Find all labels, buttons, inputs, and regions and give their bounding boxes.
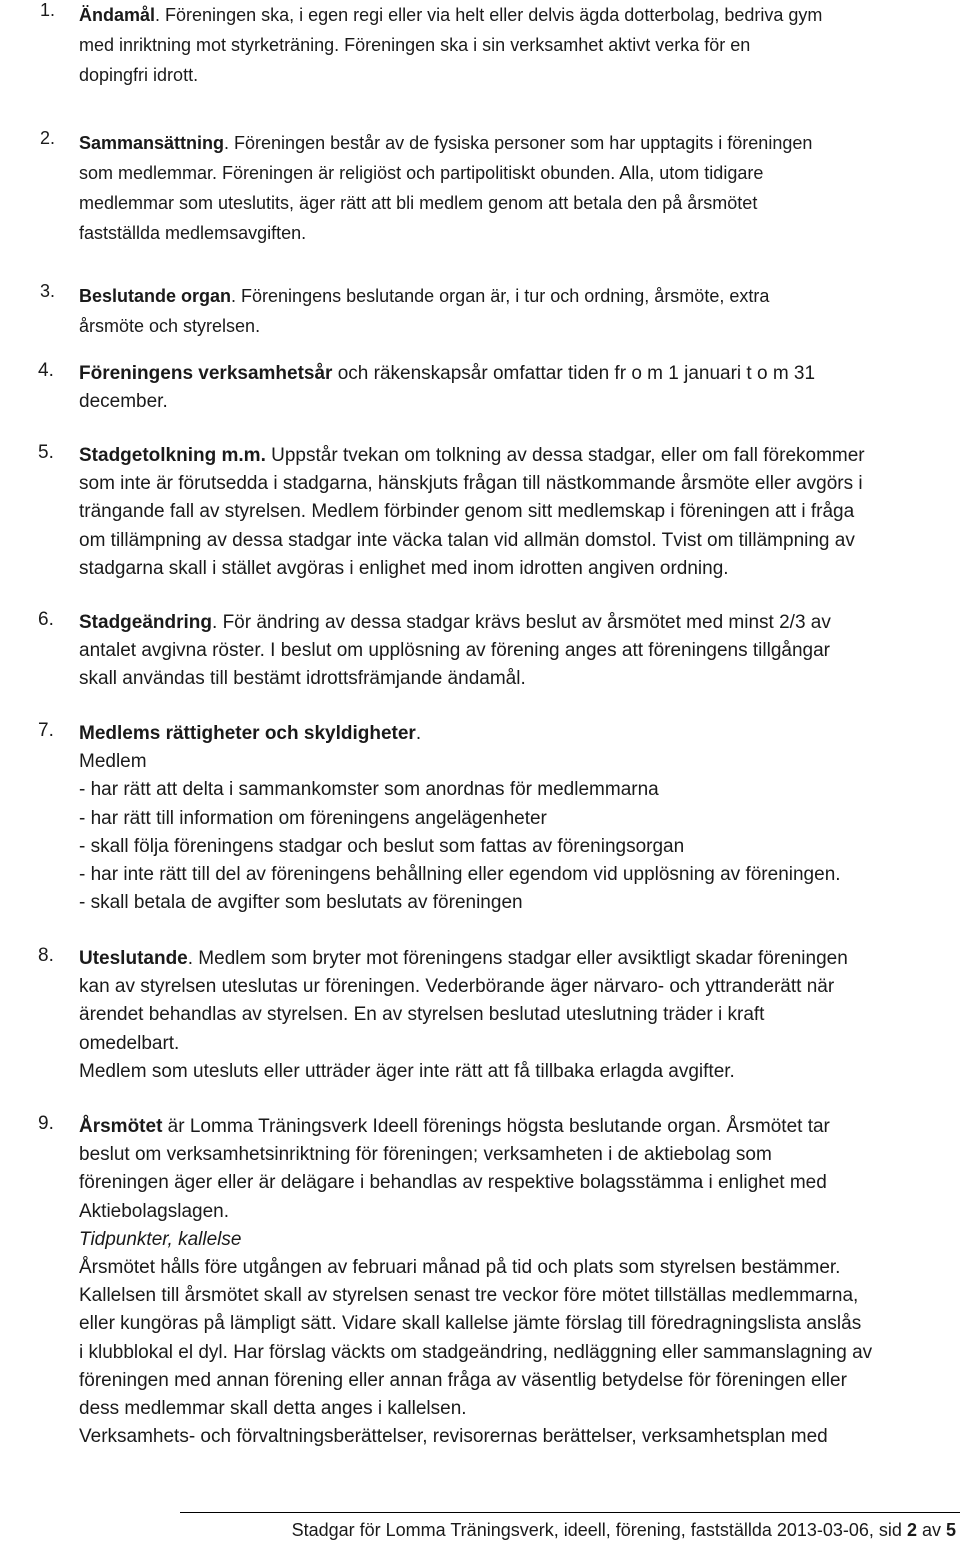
section-number: 3. — [40, 281, 56, 301]
subheading: Tidpunkter, kallelse — [79, 1228, 242, 1250]
list-item: - har inte rätt till del av föreningens behållning eller egendom vid upplösning av föreningen. — [79, 863, 841, 885]
section-line: Beslutande organ. Föreningens beslutande organ är, i tur och ordning, årsmöte, extra — [79, 286, 770, 306]
section-line: Uteslutande. Medlem som bryter mot föreningens stadgar eller avsiktligt skadar föreningen — [79, 948, 848, 969]
section-line: skall användas till bestämt idrottsfrämjande ändamål. — [79, 668, 526, 690]
section-line: som medlemmar. Föreningen är religiöst och partipolitiskt obunden. Alla, utom tidigare — [79, 163, 764, 183]
section-body — [79, 1113, 954, 1451]
footer-text: Stadgar för Lomma Träningsverk, ideell, förening, fastställda 2013-03-06, sid — [291, 1520, 907, 1540]
section-line: trängande fall av styrelsen. Medlem förbinder genom sitt medlemskap i föreningen att i fråga — [79, 501, 855, 523]
section-number: 2. — [40, 128, 56, 148]
section-line: Medlem — [79, 751, 147, 773]
section-heading: Uteslutande — [79, 948, 188, 969]
section-line: dopingfri idrott. — [79, 65, 199, 85]
section-heading: Stadgeändring — [79, 612, 213, 633]
section-number: 7. — [38, 720, 54, 741]
section-line: eller kungöras på lämpligt sätt. Vidare skall kallelse jämte förslag till föredragningslista anslås — [79, 1313, 862, 1335]
section-line: Kallelsen till årsmötet skall av styrelsen senast tre veckor före mötet tillställas medlemmarna, — [79, 1285, 859, 1307]
section-body — [79, 442, 954, 583]
footer-divider — [180, 1512, 960, 1513]
section-line: Aktiebolagslagen. — [79, 1200, 229, 1222]
section-line: fastställda medlemsavgiften. — [79, 223, 307, 243]
section-line: årsmöte och styrelsen. — [79, 316, 261, 336]
section-number: 1. — [40, 0, 56, 20]
section-line: föreningen äger eller är delägare i behandlas av respektive bolagsstämma i enlighet med — [79, 1172, 827, 1194]
section-line: antalet avgivna röster. I beslut om upplösning av förening anges att föreningens tillgångar — [79, 640, 830, 662]
section-line: Stadgetolkning m.m. Uppstår tvekan om tolkning av dessa stadgar, eller om fall förekommer — [79, 445, 865, 466]
section-heading: Stadgetolkning m.m. — [79, 445, 266, 466]
section-heading: Föreningens verksamhetsår — [79, 363, 333, 384]
section-line: som inte är förutsedda i stadgarna, hänskjuts frågan till nästkommande årsmöte eller avgörs i — [79, 473, 863, 495]
section-line: med inriktning mot styrketräning. Föreningen ska i sin verksamhet aktivt verka för en — [79, 35, 751, 55]
section-heading: Medlems rättigheter och skyldigheter — [79, 723, 416, 744]
section-line: Verksamhets- och förvaltningsberättelser, revisorernas berättelser, verksamhetsplan med — [79, 1426, 828, 1448]
section-line: Medlems rättigheter och skyldigheter. — [79, 723, 422, 744]
section-line: Medlem som utesluts eller utträder äger inte rätt att få tillbaka erlagda avgifter. — [79, 1060, 735, 1082]
list-item: - har rätt till information om föreningens angelägenheter — [79, 807, 547, 829]
list-item: - har rätt att delta i sammankomster som anordnas för medlemmarna — [79, 779, 659, 801]
list-item: - skall betala de avgifter som beslutats av föreningen — [79, 892, 523, 914]
section-number: 8. — [38, 945, 54, 966]
list-item: - skall följa föreningens stadgar och beslut som fattas av föreningsorgan — [79, 835, 685, 857]
footer-page-total: 5 — [945, 1520, 956, 1540]
section-line: december. — [79, 391, 168, 413]
section-line: dess medlemmar skall detta anges i kallelsen. — [79, 1397, 467, 1419]
section-body — [79, 128, 954, 248]
section-line: omedelbart. — [79, 1032, 180, 1054]
section-line: beslut om verksamhetsinriktning för föreningen; verksamheten i de aktiebolag som — [79, 1144, 772, 1166]
section-line: Ändamål. Föreningen ska, i egen regi eller via helt eller delvis ägda dotterbolag, bedriva gym — [79, 5, 823, 25]
section-heading: Sammansättning — [79, 133, 225, 153]
section-line: medlemmar som uteslutits, äger rätt att bli medlem genom att betala den på årsmötet — [79, 193, 758, 213]
section-number: 9. — [38, 1113, 54, 1134]
section-number: 6. — [38, 609, 54, 630]
section-number: 5. — [38, 442, 54, 463]
section-body — [79, 720, 954, 917]
section-line: Årsmötet hålls före utgången av februari månad på tid och plats som styrelsen bestämmer. — [79, 1256, 841, 1278]
section-line: ärendet behandlas av styrelsen. En av styrelsen beslutad uteslutning träder i kraft — [79, 1004, 765, 1026]
section-line: Årsmötet är Lomma Träningsverk Ideell förenings högsta beslutande organ. Årsmötet tar — [79, 1116, 830, 1137]
section-line: Sammansättning. Föreningen består av de fysiska personer som har upptagits i föreningen — [79, 133, 813, 153]
section-body — [79, 0, 954, 90]
section-line: i klubblokal el dyl. Har förslag väckts om stadgeändring, nedläggning eller sammanslagning av — [79, 1341, 873, 1363]
section-body — [79, 360, 954, 416]
section-line: Stadgeändring. För ändring av dessa stadgar krävs beslut av årsmötet med minst 2/3 av — [79, 612, 831, 633]
section-line: om tillämpning av dessa stadgar inte väcka talan vid allmän domstol. Tvist om tillämpning av — [79, 529, 855, 551]
section-body — [79, 609, 954, 694]
section-heading: Årsmötet — [79, 1116, 163, 1137]
section-body — [79, 945, 954, 1086]
section-line: stadgarna skall i stället avgöras i enlighet med inom idrotten angiven ordning. — [79, 557, 729, 579]
section-heading: Beslutande organ — [79, 286, 232, 306]
footer-separator: av — [916, 1520, 946, 1540]
section-heading: Ändamål — [79, 5, 156, 25]
section-body — [79, 281, 954, 341]
section-line: Föreningens verksamhetsår och räkenskapsår omfattar tiden fr o m 1 januari t o m 31 — [79, 363, 816, 384]
page-footer — [292, 1518, 956, 1542]
footer-page-number: 2 — [906, 1520, 917, 1540]
section-line: kan av styrelsen uteslutas ur föreningen. Vederbörande äger närvaro- och yttranderätt när — [79, 976, 835, 998]
section-line: föreningen med annan förening eller annan fråga av väsentlig betydelse för föreningen eller — [79, 1369, 847, 1391]
section-number: 4. — [38, 360, 54, 381]
